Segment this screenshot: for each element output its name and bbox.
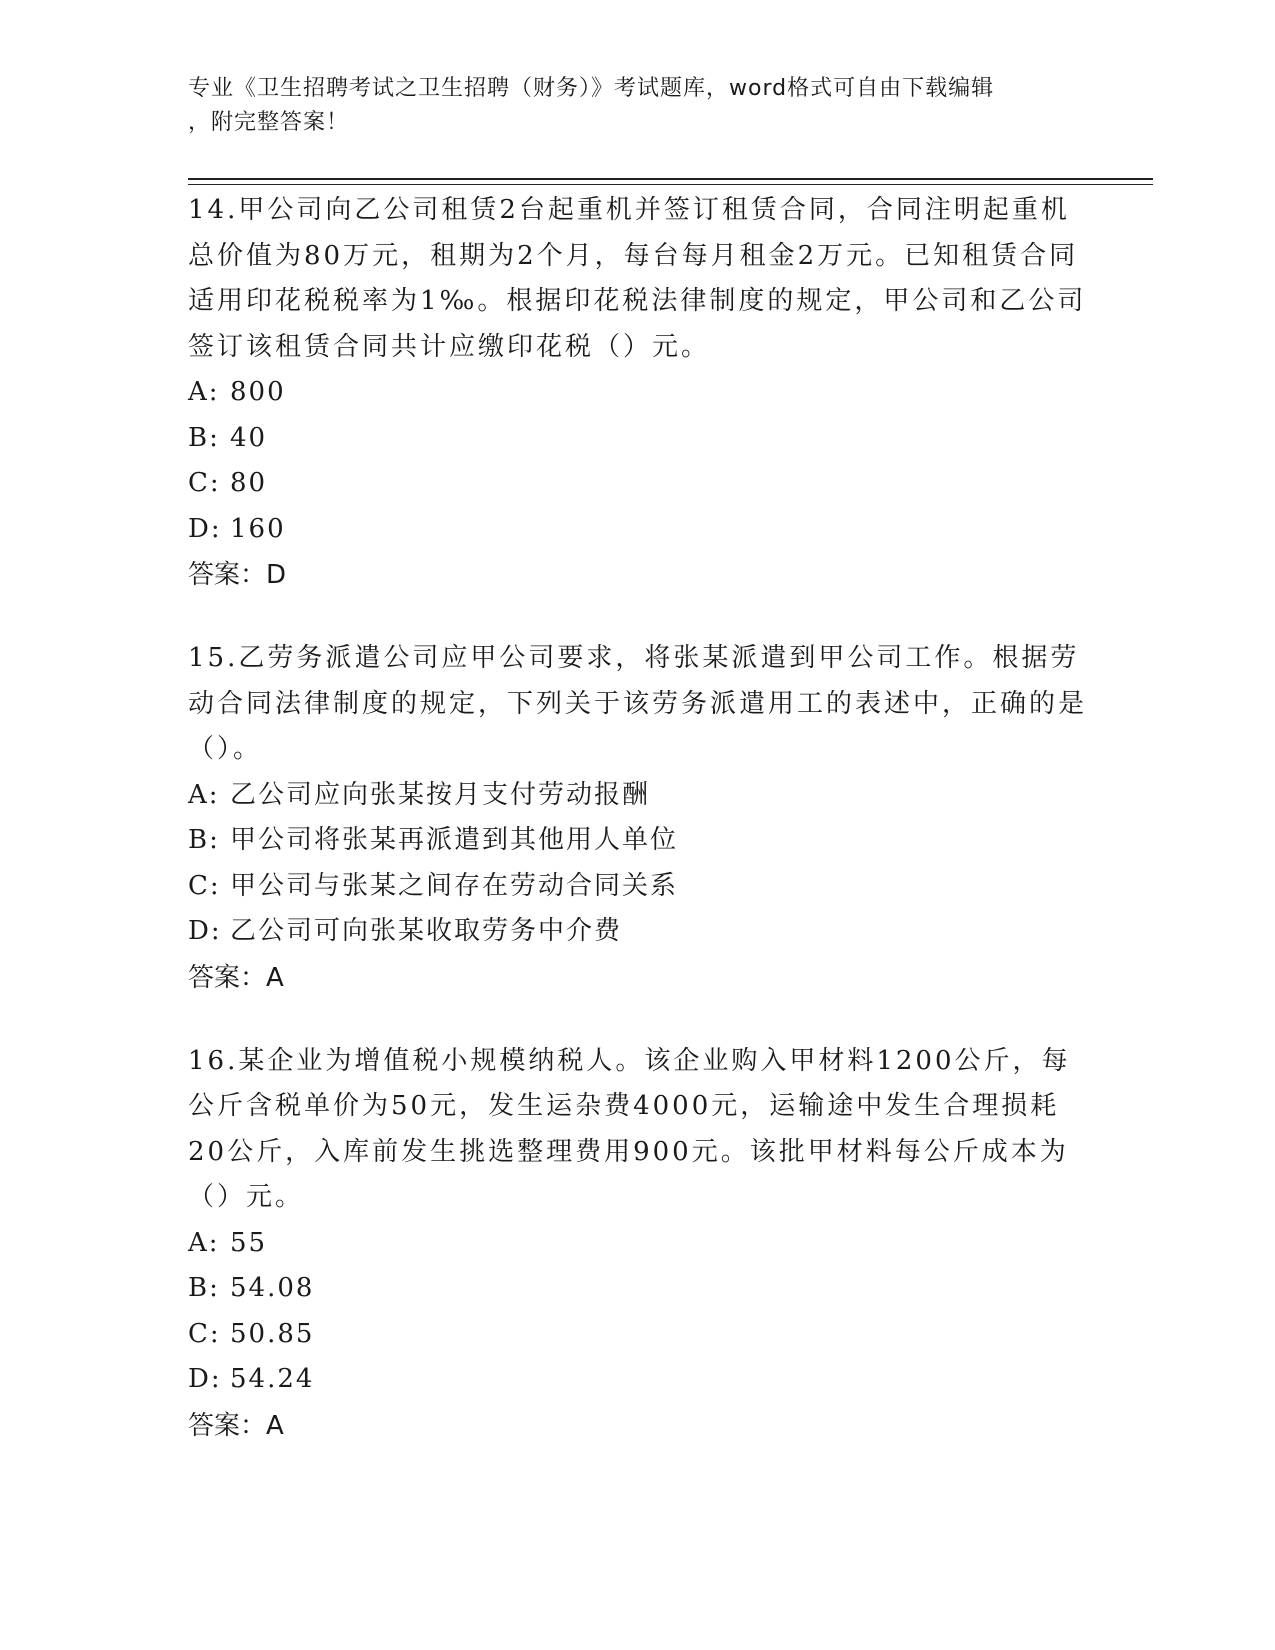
option-d [188, 507, 1093, 553]
answer-label: 答案：A [188, 962, 284, 993]
question-list [188, 188, 1093, 1487]
option-letter: D: [188, 513, 222, 544]
option-b [188, 416, 1093, 462]
option-d [188, 909, 1093, 955]
option-value: 甲公司与张某之间存在劳动合同关系 [230, 870, 679, 901]
option-b [188, 818, 1093, 864]
option-value: 160 [230, 513, 286, 544]
option-letter: B: [188, 1273, 220, 1303]
option-value: 乙公司应向张某按月支付劳动报酬 [230, 779, 651, 810]
question-text: 15.乙劳务派遣公司应甲公司要求，将张某派遣到甲公司工作。根据劳动合同法律制度的规定，下列关于该劳务派遣用工的表述中，正确的是（）。 [188, 643, 1088, 764]
option-value: 800 [230, 377, 286, 407]
header-divider-thick [188, 178, 1153, 180]
option-c [188, 1312, 1093, 1358]
question-text: 16.某企业为增值税小规模纳税人。该企业购入甲材料1200公斤，每公斤含税单价为50元，发生运杂费4000元，运输途中发生合理损耗20公斤，入库前发生挑选整理费用900元。该批甲材料每公斤成本为（）元。 [188, 1045, 1071, 1212]
option-value: 55 [230, 1227, 268, 1258]
option-letter: D: [188, 1364, 222, 1394]
header-divider-thin [188, 184, 1153, 185]
option-letter: B: [188, 422, 220, 453]
option-letter: D: [188, 916, 222, 946]
header-title-line-2: ，附完整答案！ [188, 110, 350, 135]
question-16 [188, 1039, 1093, 1449]
option-c [188, 461, 1093, 507]
option-letter: A: [188, 1227, 220, 1258]
answer-label: 答案：D [188, 560, 287, 590]
option-a [188, 1221, 1093, 1267]
option-letter: B: [188, 825, 220, 855]
option-a [188, 370, 1093, 416]
option-value: 甲公司将张某再派遣到其他用人单位 [230, 825, 679, 855]
document-header [188, 72, 1068, 140]
option-value: 乙公司可向张某收取劳务中介费 [230, 916, 623, 946]
option-b [188, 1266, 1093, 1312]
option-letter: A: [188, 377, 220, 407]
option-value: 40 [230, 422, 268, 453]
question-14 [188, 188, 1093, 598]
question-text: 14.甲公司向乙公司租赁2台起重机并签订租赁合同，合同注明起重机总价值为80万元，租期为2个月，每台每月租金2万元。已知租赁合同适用印花税税率为1‰。根据印花税法律制度的规定，甲公司和乙公司签订该租赁合同共计应缴印花税（）元。 [188, 195, 1087, 362]
option-value: 54.08 [230, 1273, 315, 1303]
option-letter: C: [188, 468, 221, 498]
answer-label: 答案：A [188, 1410, 284, 1441]
option-letter: C: [188, 1318, 221, 1349]
option-value: 54.24 [230, 1364, 315, 1394]
option-letter: A: [188, 779, 220, 810]
option-d [188, 1357, 1093, 1403]
option-value: 50.85 [230, 1318, 315, 1349]
option-value: 80 [230, 468, 268, 498]
option-c [188, 864, 1093, 910]
header-title-line-1: 专业《卫生招聘考试之卫生招聘（财务）》考试题库，word格式可自由下载编辑 [188, 76, 995, 101]
option-letter: C: [188, 870, 221, 901]
question-15 [188, 636, 1093, 1001]
option-a [188, 773, 1093, 819]
